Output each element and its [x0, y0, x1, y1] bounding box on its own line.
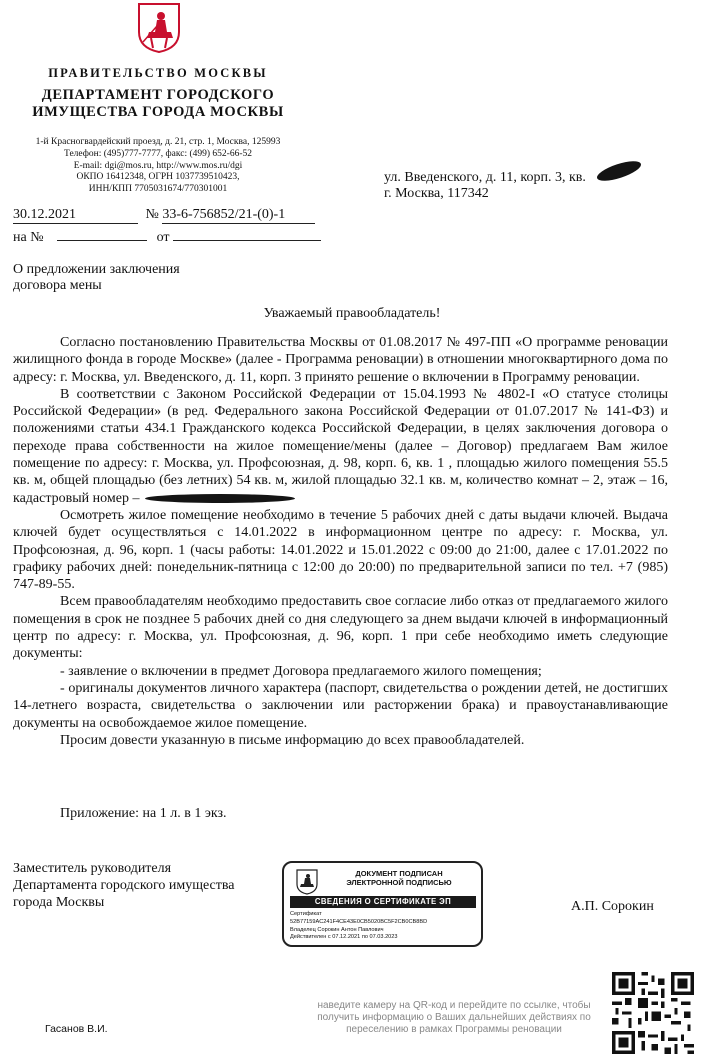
stamp-owner: Владелец Сорокин Антон Павлович — [290, 926, 384, 933]
letter-body — [13, 334, 668, 749]
reg-number: 33-6-756852/21-(0)-1 — [162, 207, 315, 224]
reg-date-number — [13, 207, 315, 224]
list-item: - оригиналы документов личного характера (паспорт, свидетельства о рождении детей, не достигших 14-летнего возраста, свидетельства о заключении или расторжении брака) и правоустанавливающие документы на освобождаемое жилое помещение. — [13, 680, 668, 731]
recipient-line1: ул. Введенского, д. 11, корп. 3, кв. — [384, 170, 586, 185]
recipient-address — [384, 170, 586, 202]
signer-line1: Заместитель руководителя — [13, 861, 172, 876]
moscow-coat-of-arms-icon — [296, 869, 318, 895]
stamp-cert-label: Сертификат — [290, 911, 322, 917]
qr-instruction: наведите камеру на QR-код и перейдите по ссылке, чтобы получить информацию о Ваших дальнейших действиях по переселению в рамках Программы реновации — [317, 1000, 591, 1035]
signer-line2: Департамента городского имущества — [13, 878, 235, 893]
stamp-validity: Действителен с 07.12.2021 по 07.03.2023 — [290, 934, 398, 941]
redaction-mark — [145, 494, 295, 503]
signer-position — [13, 860, 235, 911]
stamp-cert-header: СВЕДЕНИЯ О СЕРТИФИКАТЕ ЭП — [290, 896, 476, 908]
redaction-mark — [595, 157, 643, 185]
department-line1: ДЕПАРТАМЕНТ ГОРОДСКОГО — [41, 87, 275, 103]
contact-line: ИНН/КПП 7705031674/770301001 — [88, 184, 228, 195]
contact-line: Телефон: (495)777-7777, факс: (499) 652-66-52 — [64, 148, 252, 159]
executor-name: Гасанов В.И. — [45, 1023, 108, 1035]
subject-line1: О предложении заключения — [13, 262, 180, 277]
stamp-cert-id: 52B77159AC241F4CE43E0CB5020BC5F2CB0CB8BD — [290, 918, 428, 925]
paragraph: В соответствии с Законом Российской Федерации от 15.04.1993 № 4802-I «О статусе столицы Российской Федерации» (в ред. Федерального закона Российской Федерации от 01.07.2017 № 141-ФЗ) и положениями статьи 434.1 Гражданского кодекса Российской Федерации, в целях заключения договора о переходе права собственности на жилое помещение/мены (далее – Договор) предлагаем Вам жилое помещение по адресу: г. Москва, ул. Профсоюзная, д. 98, корп. 6, кв. 1 , площадью жилого помещения 55.5 кв. м, общей площадью (без летних) 54 кв. м, жилой площадью 32.1 кв. м, количество комнат – 2, этаж – 16, кадастровый номер – — [13, 386, 668, 506]
department-line2: ИМУЩЕСТВА ГОРОДА МОСКВЫ — [32, 104, 284, 120]
recipient-line2: г. Москва, 117342 — [384, 186, 489, 201]
moscow-coat-of-arms-icon — [137, 2, 181, 54]
letter-subject — [13, 262, 180, 294]
reply-to-label: на № — [13, 230, 44, 245]
paragraph: Осмотреть жилое помещение необходимо в течение 5 рабочих дней с даты выдачи ключей. Выдача ключей будет осуществляться с 14.01.2022 в информационном центре по адресу: г. Москва, ул. Профсоюзная, д. 96, корп. 1 (часы работы: 14.01.2022 и 15.01.2022 с 09:00 до 21:00, далее с 17.01.2022 по графику рабочих дней: понедельник-пятница с 12:00 до 20:00) по предварительной записи по тел. +7 (985) 747-89-55. — [13, 507, 668, 593]
contact-line: 1-й Красногвардейский проезд, д. 21, стр. 1, Москва, 125993 — [35, 137, 281, 147]
department-title — [30, 87, 286, 121]
contact-line: ОКПО 16412348, ОГРН 1037739510423, — [76, 172, 240, 183]
paragraph: Просим довести указанную в письме информацию до всех правообладателей. — [60, 732, 525, 748]
reg-date: 30.12.2021 — [13, 207, 138, 224]
paragraph: Всем правообладателям необходимо предоставить свое согласие либо отказ от предлагаемого жилого помещения в срок не позднее 5 рабочих дней со дня следующего за днем выдачи ключей в информационный центр по адресу: г. Москва, ул. Профсоюзная, д. 96, корп. 1 при себе необходимо иметь следующие документы: — [13, 594, 668, 662]
e-signature-stamp — [282, 861, 483, 947]
signer-name: А.П. Сорокин — [571, 899, 654, 914]
government-title: ПРАВИТЕЛЬСТВО МОСКВЫ — [48, 66, 268, 80]
stamp-title: ДОКУМЕНТ ПОДПИСАН ЭЛЕКТРОННОЙ ПОДПИСЬЮ — [346, 869, 452, 887]
from-label: от — [156, 230, 170, 245]
reply-to-line — [13, 230, 321, 246]
paragraph: Согласно постановлению Правительства Москвы от 01.08.2017 № 497-ПП «О программе реновации жилищного фонда в городе Москве» (далее - Программа реновации) в отношении многоквартирного дома по адресу: г. Москва, ул. Введенского, д. 11, корп. 3 принято решение о включении в Программу реновации. — [13, 335, 668, 385]
stamp-cert-details — [290, 911, 427, 942]
qr-code-icon[interactable] — [612, 972, 694, 1054]
department-contacts — [30, 137, 286, 196]
contact-line: E-mail: dgi@mos.ru, http://www.mos.ru/dgi — [73, 160, 243, 171]
reg-number-prefix: № — [145, 207, 159, 222]
list-item: - заявление о включении в предмет Договора предлагаемого жилого помещения; — [60, 663, 542, 679]
greeting: Уважаемый правообладатель! — [263, 306, 441, 321]
attachment-note: Приложение: на 1 л. в 1 экз. — [60, 806, 227, 821]
signer-line3: города Москвы — [13, 895, 105, 910]
subject-line2: договора мены — [13, 278, 102, 293]
